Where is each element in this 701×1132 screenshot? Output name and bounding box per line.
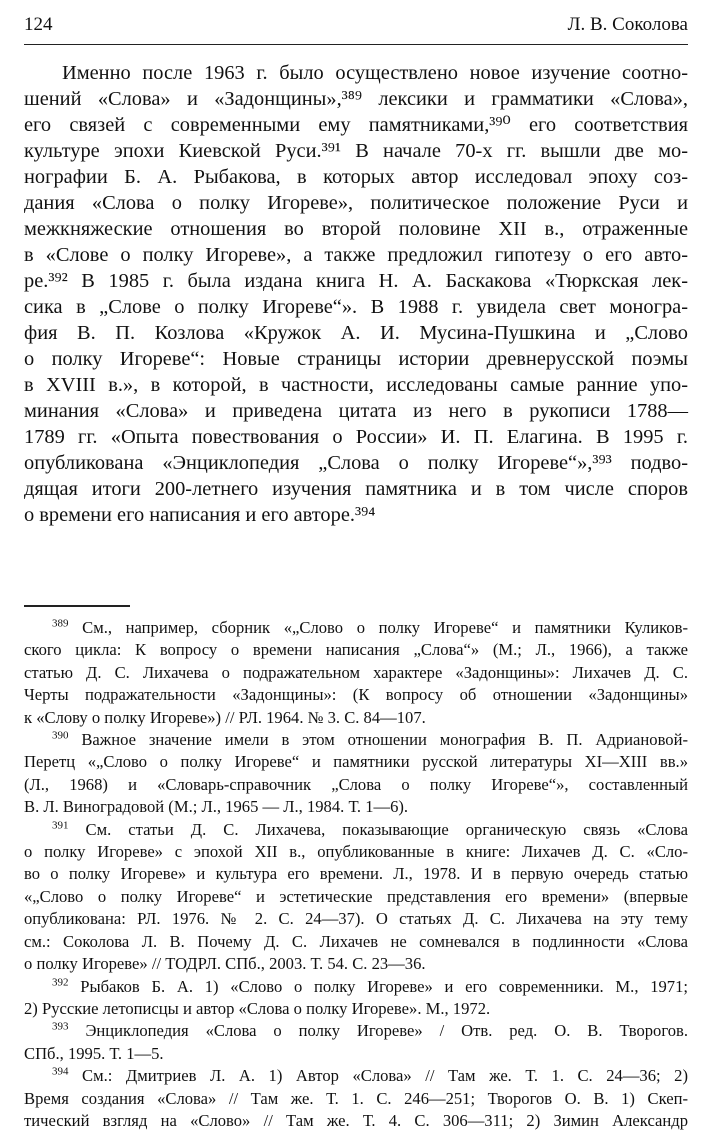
footnote-line: В. Л. Виноградовой (М.; Л., 1965 — Л., 1984. Т. 1—6). (24, 797, 409, 817)
footnote-line: Перетц «„Слово о полку Игореве“ и памятники русской литературы XI—XIII вв.» (24, 752, 688, 772)
text-line: дания «Слова о полку Игореве», политическое положение Руси и (24, 192, 688, 214)
footnote-line: ского цикла: К вопросу о времени написания „Слова“» (М.; Л., 1966), а также (24, 640, 688, 660)
footnote-394 (24, 1065, 688, 1132)
footnote-number: 393 (52, 1020, 69, 1033)
text-line: минания «Слова» и приведена цитата из него в рукописи 1788— (24, 400, 688, 422)
text-line: о времени его написания и его авторе.³⁹⁴ (24, 504, 376, 526)
text-line: межкняжеские отношения во второй половине XII в., отраженные (24, 218, 688, 240)
footnotes (24, 617, 688, 1132)
footnote-line: (Л., 1968) и «Словарь-справочник „Слова о полку Игореве“», составленный (24, 774, 688, 794)
footnote-text: См. статьи Д. С. Лихачева, показывающие органическую связь «Слова (85, 819, 688, 839)
footnote-line: опубликована: РЛ. 1976. № 2. С. 24—37). О статьях Д. С. Лихачева на эту тему (24, 909, 688, 929)
footnote-line: к «Слову о полку Игореве») // РЛ. 1964. № 3. С. 84—107. (24, 707, 426, 727)
text-line: опубликована «Энциклопедия „Слова о полку Игореве“»,³⁹³ подво- (24, 452, 688, 474)
footnote-line: статью Д. С. Лихачева о подражательном характере «Задонщины»: Лихачев Д. С. (24, 662, 688, 682)
text-line: фия В. П. Козлова «Кружок А. И. Мусина-Пушкина и „Слово (24, 322, 688, 344)
header-rule (24, 44, 688, 45)
text-line: сика в „Слове о полку Игореве“». В 1988 г. увидела свет моногра- (24, 296, 688, 318)
footnote-line: Время создания «Слова» // Там же. Т. 1. С. 246—251; Творогов О. В. 1) Скеп- (24, 1088, 688, 1108)
footnote-393 (24, 1020, 688, 1065)
footnote-separator (24, 605, 130, 607)
footnote-line: «„Слово о полку Игореве“ и эстетические представления его времени» (впервые (24, 886, 688, 906)
footnote-line: см.: Соколова Л. В. Почему Д. С. Лихачев не сомневался в подлинности «Слова (24, 931, 688, 951)
footnote-line (24, 819, 688, 841)
footnote-line (24, 729, 688, 751)
footnote-line: Черты подражательности «Задонщины»: (К вопросу об отношении «Задонщины» (24, 685, 688, 705)
text-line: о полку Игореве“: Новые страницы истории древнерусской поэмы (24, 348, 688, 370)
footnote-text: См.: Дмитриев Л. А. 1) Автор «Слова» // Там же. Т. 1. С. 24—36; 2) (82, 1066, 688, 1086)
footnote-line (24, 1065, 688, 1087)
text-line: ре.³⁹² В 1985 г. была издана книга Н. А. Баскакова «Тюркская лек- (24, 270, 688, 292)
footnote-text: Рыбаков Б. А. 1) «Слово о полку Игореве» и его современники. М., 1971; (80, 976, 688, 996)
footnote-line (24, 617, 688, 639)
footnote-text: См., например, сборник «„Слово о полку Игореве“ и памятники Куликов- (82, 618, 688, 637)
text-line: шений «Слова» и «Задонщины»,³⁸⁹ лексики и грамматики «Слова», (24, 88, 688, 110)
running-head: Л. В. Соколова (567, 14, 688, 35)
text-line: в XVIII в.», в которой, в частности, исследованы самые ранние упо- (24, 374, 688, 396)
footnote-392 (24, 976, 688, 1021)
text-line: 1789 гг. «Опыта повествования о России» И. П. Елагина. В 1995 г. (24, 426, 688, 448)
text-line: дящая итоги 200-летнего изучения памятника и в том числе споров (24, 478, 688, 500)
paragraph (24, 60, 688, 528)
footnote-390 (24, 729, 688, 819)
footnote-line (24, 976, 688, 998)
footnote-391 (24, 819, 688, 976)
text-line: его связей с современными ему памятниками,³⁹⁰ его соответствия (24, 114, 688, 136)
text-line: Именно после 1963 г. было осуществлено новое изучение соотно- (62, 62, 688, 84)
footnote-line (24, 1020, 688, 1042)
page-number: 124 (24, 14, 53, 35)
footnote-number: 392 (52, 975, 69, 988)
footnote-line: во о полку Игореве» и культура его времени. Л., 1978. И в первую очередь статью (24, 864, 688, 884)
footnote-line: СПб., 1995. Т. 1—5. (24, 1043, 164, 1063)
footnote-number: 389 (52, 617, 69, 630)
footnote-line: о полку Игореве» с эпохой XII в., опубликованные в книге: Лихачев Д. С. «Сло- (24, 842, 688, 862)
text-line: культуре эпохи Киевской Руси.³⁹¹ В начале 70-х гг. вышли две мо- (24, 140, 688, 162)
footnote-line: 2) Русские летописцы и автор «Слова о полку Игореве». М., 1972. (24, 998, 491, 1018)
footnote-389 (24, 617, 688, 729)
page-header (24, 14, 688, 42)
main-text (24, 60, 688, 528)
footnote-text: Энциклопедия «Слова о полку Игореве» / Отв. ред. О. В. Творогов. (85, 1021, 689, 1041)
text-line: в «Слове о полку Игореве», а также предложил гипотезу о его авто- (24, 244, 688, 266)
text-line: нографии Б. А. Рыбакова, в которых автор исследовал эпоху соз- (24, 166, 688, 188)
footnote-number: 391 (52, 819, 69, 832)
footnote-text: Важное значение имели в этом отношении монография В. П. Адриановой- (81, 730, 688, 750)
footnote-number: 390 (52, 729, 69, 742)
footnote-line: тический взгляд на «Слово» // Там же. Т. 4. С. 306—311; 2) Зимин Александр (24, 1110, 688, 1130)
footnote-line: о полку Игореве» // ТОДРЛ. СПб., 2003. Т. 54. С. 23—36. (24, 954, 426, 974)
footnote-number: 394 (52, 1065, 69, 1078)
